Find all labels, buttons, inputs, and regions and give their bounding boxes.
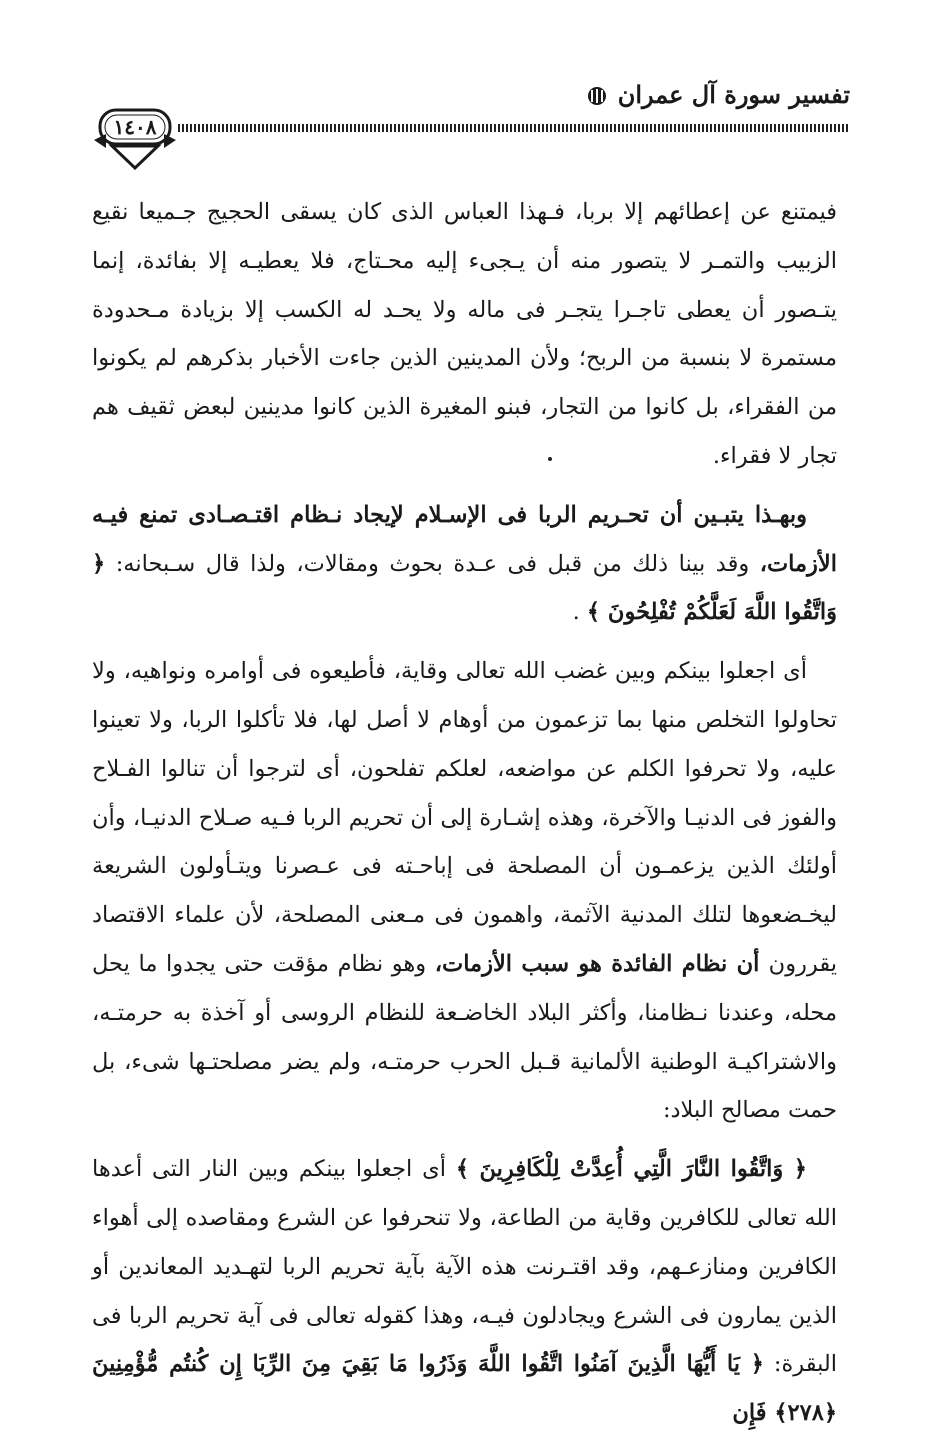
- page-header: [90, 70, 850, 170]
- paragraph-1-text: فيمتنع عن إعطائهم إلا بربا، فـهذا العباس الذى كان يسقى الحجيج جـميعا نقيع الزبيب والتمـر لا يتصور منه أن يـجىء إليه محـتاج، فلا يعطيـه إلا بفائدة، إنما يتـصور أن يعطى تاجـرا يتجـر فى ماله ولا يحـد له الكسب إلا بزيادة مـحدودة مستمرة لا بنسبة من الربح؛ ولأن المدينين الذين جاءت الأخبار بذكرهم لم يكونوا من الفقراء، بل كانوا من التجار، فبنو المغيرة الذين كانوا مدينين لبعض ثقيف هم تجار لا فقراء.: [92, 199, 837, 469]
- header-rule: [178, 124, 850, 132]
- running-title: [586, 80, 850, 109]
- paragraph-2-text: وقد بينا ذلك من قبل فى عـدة بحوث ومقالات، ولذا قال سـبحانه:: [115, 550, 760, 577]
- page-number-badge: [90, 104, 180, 170]
- paragraph-1: [92, 188, 837, 481]
- paragraph-3: [92, 647, 837, 1135]
- paragraph-2-end: .: [572, 599, 580, 626]
- paragraph-4: [92, 1145, 837, 1438]
- running-title-text: تفسير سورة آل عمران: [617, 80, 850, 109]
- paragraph-2: [92, 491, 837, 637]
- paragraph-2-bold: وبهـذا يتبـين أن تحـريم الربا فى الإسـلام لإيجاد نـظام اقتـصـادى تمنع فيـه الأزمات،: [92, 501, 838, 577]
- paragraph-3-text-a: أى اجعلوا بينكم وبين غضب الله تعالى وقاية، فأطيعوه فى أوامره ونواهيه، ولا تحاولوا التخلص منها بما تزعمون من أوهام لا أصل لها، فلا تأكلوا الربا، ولا تعينوا عليه، ولا تحرفوا الكلم عن مواضعه، لعلكم تفلحون، أى لترجوا أن تنالوا الفـلاح والفوز فى الدنيـا والآخرة، وهذه إشـارة إلى أن تحريم الربا فـيه صـلاح الدنيـا، وأن أولئك الذين يزعمـون أن المصلحة فى إباحـته فى عـصرنا ويتـأولون الشريعة ليخـضعوها لتلك المدنية الآثمة، واهمون فى مـعنى المصلحة، لأن علماء الاقتصاد يقررون: [92, 658, 837, 977]
- verse-quote-3: ﴿ يَا أَيُّهَا الَّذِينَ آمَنُوا اتَّقُوا اللَّهَ وَذَرُوا مَا بَقِيَ مِنَ الرِّبَا إِن كُنتُم مُّؤْمِنِينَ ﴿٢٧٨﴾ فَإِن: [92, 1351, 837, 1427]
- paragraph-3-text-b: وهو نظام مؤقت حتى يجدوا ما يحل محله، وعندنا نـظامنا، وأكثر البلاد الخاضـعة للنظام الروسى أو آخذة به حرمتـه، والاشتراكيـة الوطنية الألمانية قـبل الحرب حرمتـه، ولم يضر مصلحتـها شىء، بل حمت مصالح البلاد:: [92, 950, 837, 1124]
- page-number: ١٤٠٨: [113, 115, 157, 139]
- paragraph-3-bold: أن نظام الفائدة هو سبب الأزمات،: [434, 950, 769, 977]
- verse-quote-2: ﴿ وَاتَّقُوا النَّارَ الَّتِي أُعِدَّتْ لِلْكَافِرِينَ ﴾: [455, 1156, 807, 1183]
- body-text: [92, 188, 837, 1438]
- paragraph-4-text: أى اجعلوا بينكم وبين النار التى أعدها الله تعالى للكافرين وقاية من الطاعة، ولا تنحرفوا عن الشرع ومقاصده إلى أهواء الكافرين ومنازعـهم، وقد اقتـرنت هذه الآية بآية تحريم الربا لتهـديد المعاندين أو الذين يمارون فى الشرع ويجادلون فيـه، وهذا كقوله تعالى فى آية تحريم الربا فى البقرة:: [92, 1156, 837, 1378]
- ornament-icon: [586, 84, 608, 106]
- verse-quote-1: ﴿ وَاتَّقُوا اللَّهَ لَعَلَّكُمْ تُفْلِحُونَ ﴾: [92, 550, 837, 626]
